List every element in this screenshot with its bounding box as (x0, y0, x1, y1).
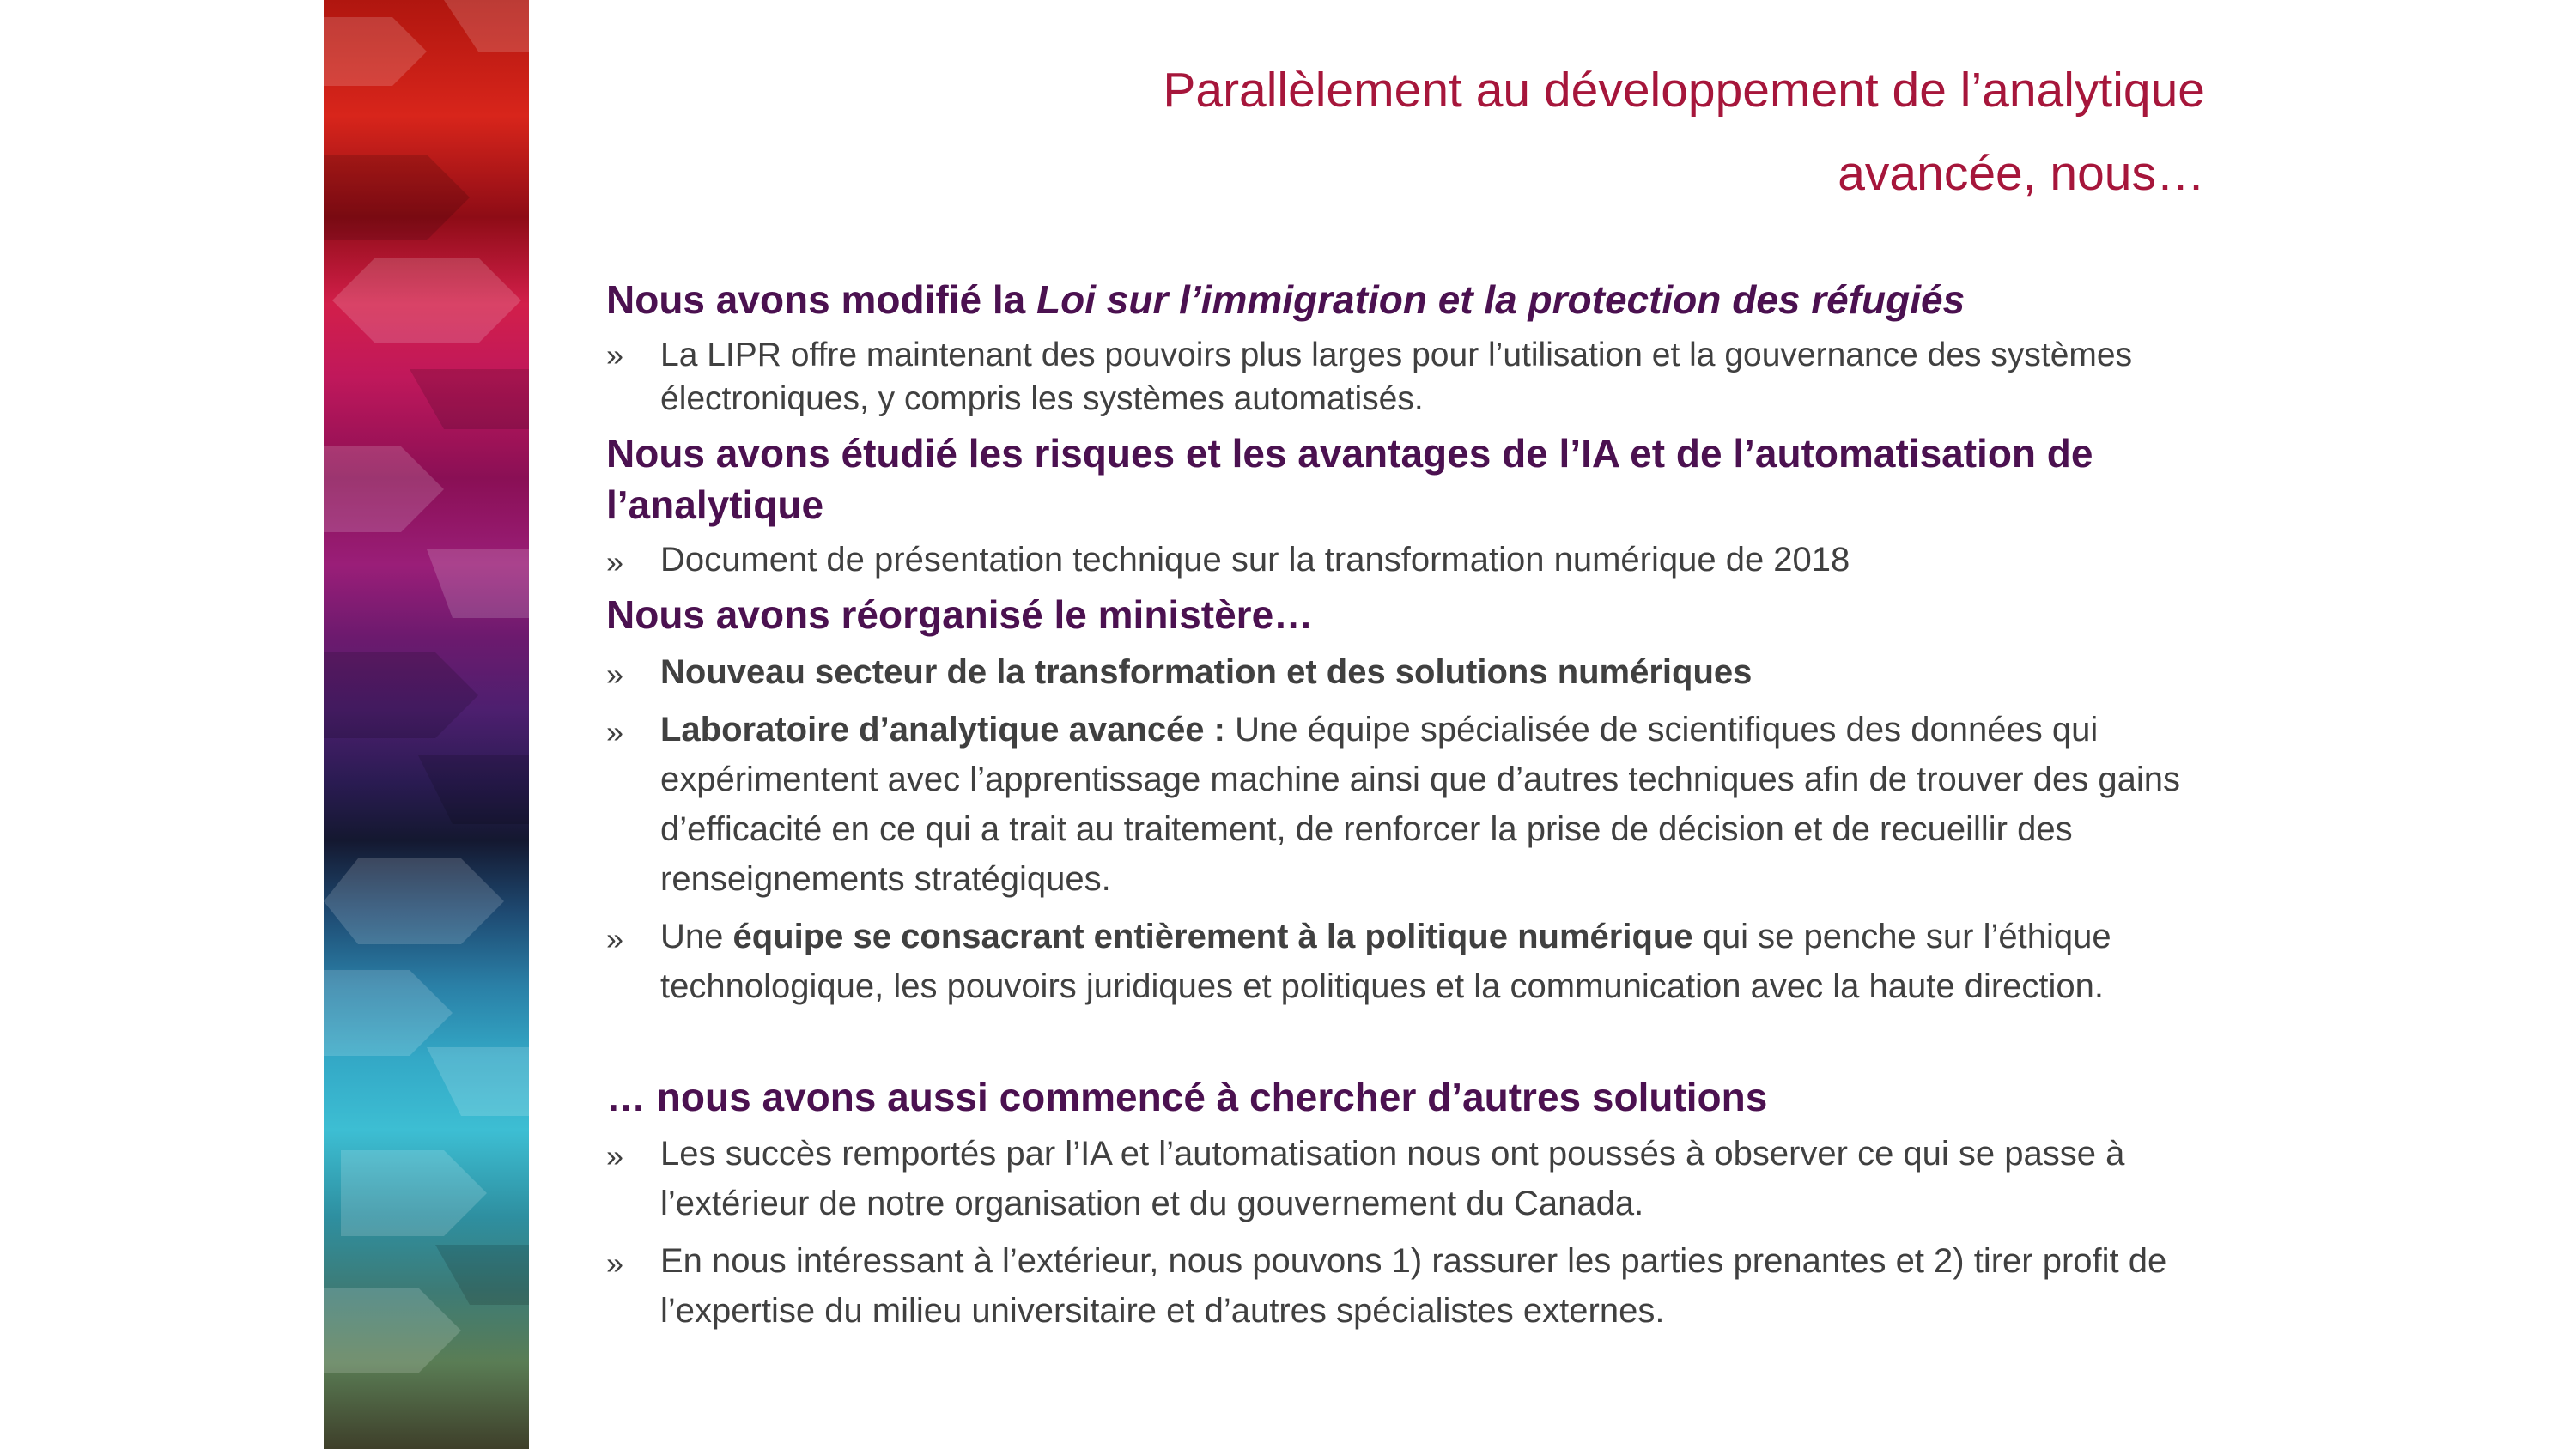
section-heading-other-solutions: … nous avons aussi commencé à chercher d’autres solutions (606, 1075, 1768, 1119)
decorative-chevron-pattern (324, 0, 529, 1449)
list-item: La LIPR offre maintenant des pouvoirs plus larges pour l’utilisation et la gouvernance des systèmes électroniques, y compris les systèmes automatisés. (660, 336, 2133, 417)
item-text: Une équipe spécialisée de scientifiques des données qui expérimentent avec l’apprentissage machine ainsi que d’autres techniques afin de trouver des gains d’efficacité en ce qui a trait au traitement, de renforcer la prise de décision et de recueillir des renseignements stratégiques. (660, 711, 2180, 898)
item-text: qui se penche sur l’éthique technologique, les pouvoirs juridiques et politiques et la communication avec la haute direction. (660, 918, 2111, 1005)
decorative-gradient-band (324, 0, 529, 1449)
list-item (660, 647, 2253, 697)
item-text: Une (660, 918, 733, 955)
list-item: Document de présentation technique sur la transformation numérique de 2018 (660, 541, 1850, 579)
list-item: En nous intéressant à l’extérieur, nous pouvons 1) rassurer les parties prenantes et 2) tirer profit de l’expertise du milieu universitaire et d’autres spécialistes externes. (660, 1242, 2167, 1330)
list-item: Les succès remportés par l’IA et l’automatisation nous ont poussés à observer ce qui se passe à l’extérieur de notre organisation et du gouvernement du Canada. (660, 1135, 2125, 1222)
bullet-glyph: » (606, 1138, 624, 1173)
bullet-glyph: » (606, 544, 624, 579)
section-heading-reorganisation: Nous avons réorganisé le ministère… (606, 592, 1314, 637)
bullet-glyph: » (606, 657, 624, 692)
list-item (660, 705, 2253, 904)
bullet-glyph: » (606, 337, 624, 373)
slide-title-line-1: Parallèlement au développement de l’analytique (1163, 63, 2205, 118)
item-bold: Nouveau secteur de la transformation et des solutions numériques (660, 653, 1753, 691)
bullet-glyph: » (606, 1246, 624, 1281)
bullet-glyph: » (606, 921, 624, 956)
section-heading-risks: Nous avons étudié les risques et les avantages de l’IA et de l’automatisation de l’analytique (606, 431, 2093, 527)
item-bold: équipe se consacrant entièrement à la politique numérique (732, 918, 1693, 955)
slide-title-line-2: avancée, nous… (1838, 146, 2205, 201)
heading-text: Nous avons modifié la (606, 277, 1036, 322)
list-item (660, 912, 2253, 1011)
item-bold: Laboratoire d’analytique avancée : (660, 711, 1236, 749)
bullet-glyph: » (606, 714, 624, 749)
heading-act-name: Loi sur l’immigration et la protection des réfugiés (1036, 277, 1965, 322)
section-heading-lipr (606, 275, 2255, 324)
